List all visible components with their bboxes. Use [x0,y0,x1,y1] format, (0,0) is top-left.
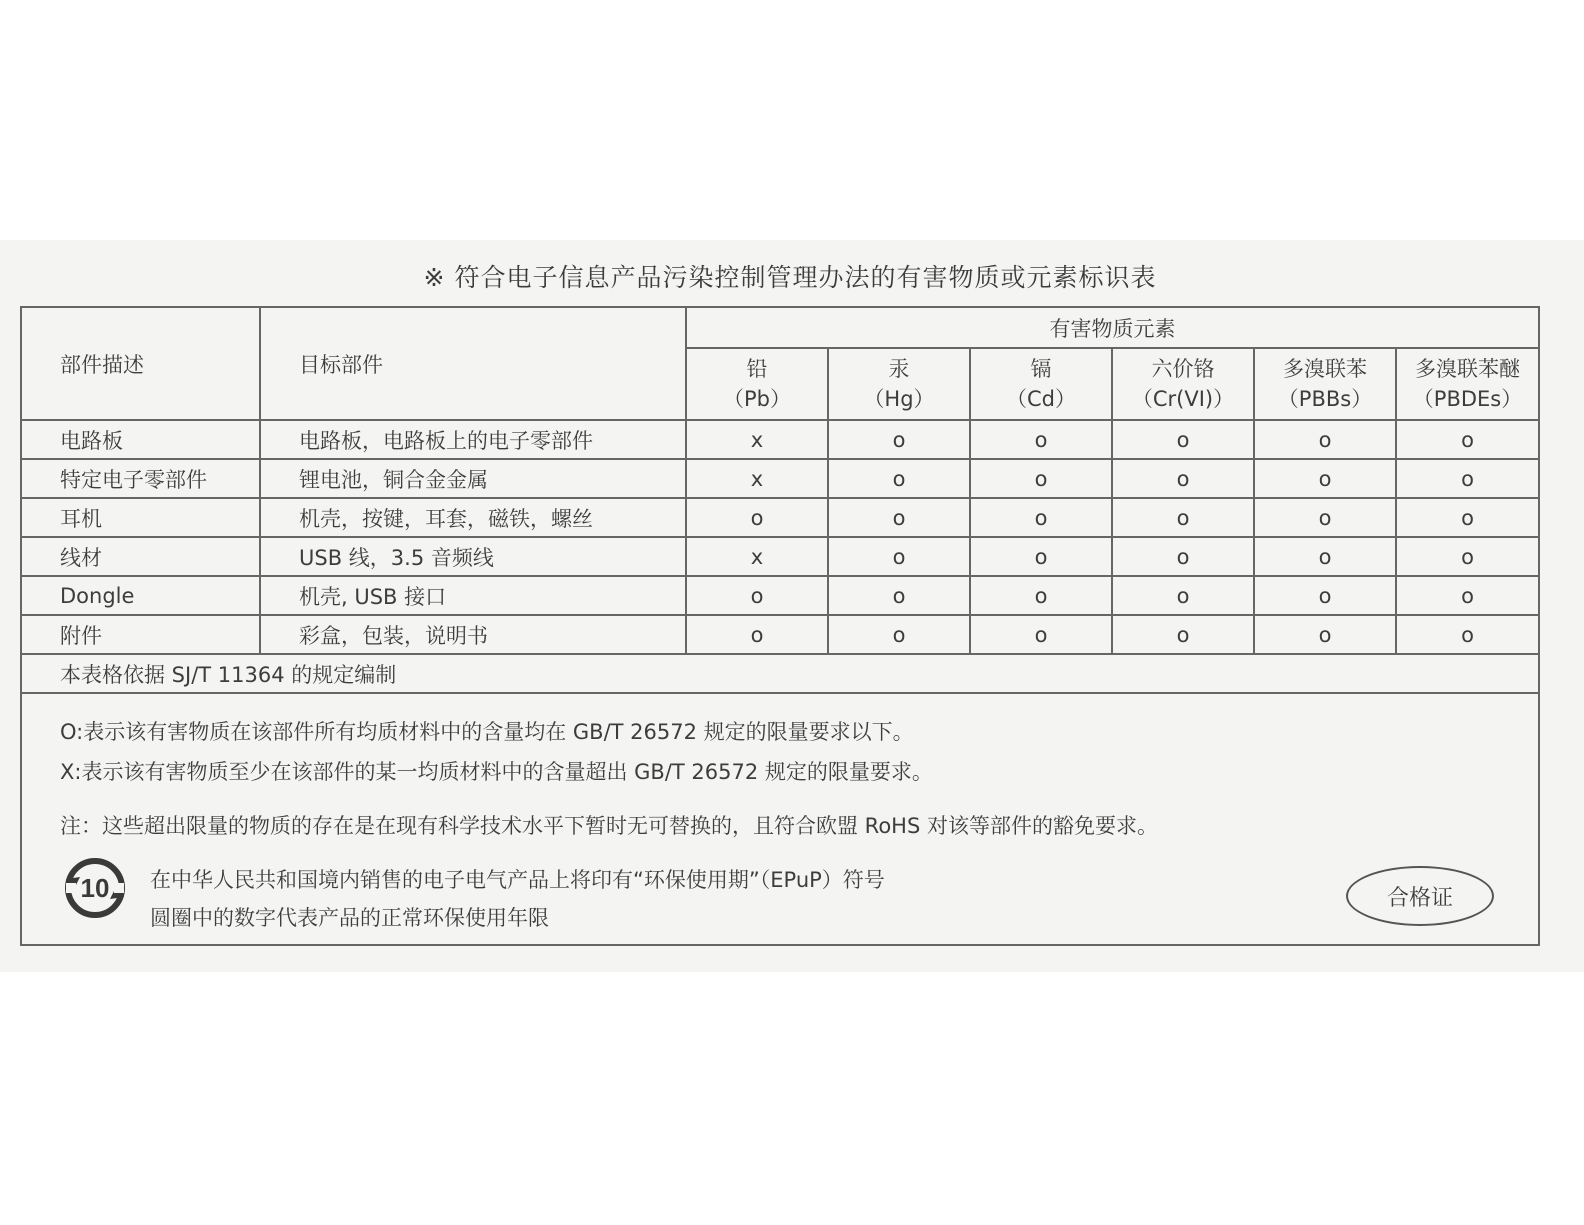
mark-pb: x [686,459,828,498]
element-symbol: （Cr(VI)） [1131,387,1235,411]
table-row [22,537,1538,576]
mark-cr6: o [1112,420,1254,459]
header-hazardous-elements: 有害物质元素 [686,308,1538,348]
mark-hg: o [828,420,970,459]
mark-cd: o [970,537,1112,576]
mark-pbb: o [1254,615,1396,654]
mark-pb: x [686,537,828,576]
mark-cr6: o [1112,498,1254,537]
mark-pbb: o [1254,537,1396,576]
row-part: 电路板 [22,420,260,459]
mark-pb: x [686,420,828,459]
element-symbol: （Cd） [1006,387,1076,411]
header-part-description: 部件描述 [22,308,260,420]
table-basis-row [22,654,1538,693]
element-header-pbb [1254,348,1396,420]
element-name: 汞 [888,357,910,381]
row-part: Dongle [22,576,260,615]
mark-pbde: o [1396,615,1538,654]
element-symbol: （Hg） [863,387,935,411]
row-part: 线材 [22,537,260,576]
table-row [22,420,1538,459]
row-part: 耳机 [22,498,260,537]
row-target: 机壳，按键，耳套，磁铁，螺丝 [260,498,686,537]
header-target-part: 目标部件 [260,308,686,420]
mark-pbde: o [1396,537,1538,576]
element-symbol: （PBDEs） [1412,387,1523,411]
mark-pbb: o [1254,576,1396,615]
note-o-meaning: O:表示该有害物质在该部件所有均质材料中的含量均在 GB/T 26572 规定的限量要求以下。 [60,720,914,744]
row-part: 特定电子零部件 [22,459,260,498]
note-x-meaning: X:表示该有害物质至少在该部件的某一均质材料中的含量超出 GB/T 26572 规定的限量要求。 [60,760,933,784]
rohs-document [20,306,1540,946]
element-symbol: （Pb） [723,387,791,411]
mark-hg: o [828,615,970,654]
page-title: ※ 符合电子信息产品污染控制管理办法的有害物质或元素标识表 [423,263,1157,292]
mark-pbb: o [1254,498,1396,537]
note-remark: 注：这些超出限量的物质的存在是在现有科学技术水平下暂时无可替换的，且符合欧盟 RoHS 对该等部件的豁免要求。 [60,814,1158,838]
mark-cd: o [970,615,1112,654]
mark-cr6: o [1112,576,1254,615]
mark-cd: o [970,576,1112,615]
mark-pb: o [686,615,828,654]
hazardous-substance-table [22,308,1538,694]
element-name: 铅 [746,357,768,381]
element-name: 多溴联苯醚 [1415,357,1521,381]
epup-years-number: 10 [80,873,110,903]
element-header-pb [686,348,828,420]
mark-pbde: o [1396,576,1538,615]
epup-10-icon [60,853,130,923]
epup-description-line2: 圆圈中的数字代表产品的正常环保使用年限 [150,906,549,930]
table-row [22,498,1538,537]
row-part: 附件 [22,615,260,654]
mark-cr6: o [1112,459,1254,498]
mark-pbb: o [1254,459,1396,498]
element-name: 六价铬 [1151,357,1215,381]
row-target: 机壳, USB 接口 [260,576,686,615]
mark-pbde: o [1396,459,1538,498]
table-row [22,576,1538,615]
mark-pb: o [686,576,828,615]
mark-pbde: o [1396,420,1538,459]
mark-cd: o [970,498,1112,537]
mark-hg: o [828,459,970,498]
certificate-oval [1346,866,1494,926]
mark-pbb: o [1254,420,1396,459]
element-header-hg [828,348,970,420]
table-row [22,615,1538,654]
element-header-cr6 [1112,348,1254,420]
row-target: 彩盒，包装，说明书 [260,615,686,654]
mark-pb: o [686,498,828,537]
table-basis-note: 本表格依据 SJ/T 11364 的规定编制 [22,654,1538,693]
mark-cd: o [970,420,1112,459]
epup-description-line1: 在中华人民共和国境内销售的电子电气产品上将印有“环保使用期”（EPuP）符号 [150,868,885,892]
mark-hg: o [828,537,970,576]
row-target: 锂电池，铜合金金属 [260,459,686,498]
row-target: 电路板，电路板上的电子零部件 [260,420,686,459]
element-header-pbde [1396,348,1538,420]
element-name: 镉 [1030,357,1052,381]
mark-pbde: o [1396,498,1538,537]
element-symbol: （PBBs） [1277,387,1373,411]
mark-cr6: o [1112,615,1254,654]
table-row [22,459,1538,498]
row-target: USB 线，3.5 音频线 [260,537,686,576]
mark-cr6: o [1112,537,1254,576]
mark-cd: o [970,459,1112,498]
mark-hg: o [828,498,970,537]
element-header-cd [970,348,1112,420]
mark-hg: o [828,576,970,615]
certificate-label: 合格证 [1386,885,1453,911]
element-name: 多溴联苯 [1283,357,1367,381]
